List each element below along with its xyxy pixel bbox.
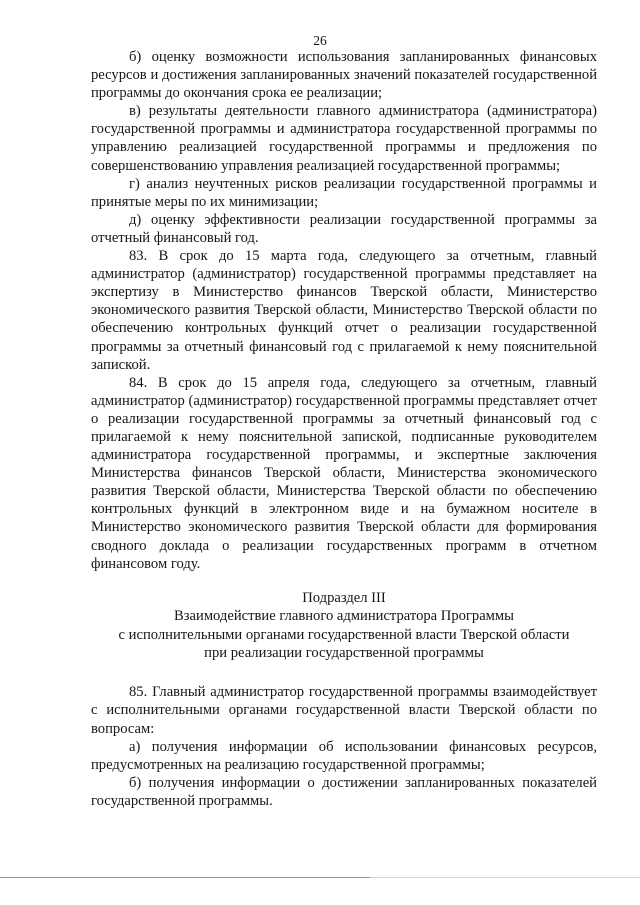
section-heading	[91, 589, 597, 663]
bottom-edge-line-dark	[0, 877, 370, 878]
paragraph-v-administrator-results: в) результаты деятельности главного администратора (администратора) государственной программы и администратора государственной программы по управлению реализацией государственной программы и предложения по совершенствованию управления реализацией государственной программы;	[91, 103, 597, 174]
paragraph-84: 84. В срок до 15 апреля года, следующего за отчетным, главный администратор (администратор) государственной программы представляет отчет о реализации государственной программы за отчетный финансовый год с прилагаемой к нему пояснительной запиской, подписанные руководителем администратора государственной программы, и экспертные заключения Министерства финансов Тверской области, Министерства экономического развития Тверской области, Министерства Тверской области по обеспечению контрольных функций в электронном виде и на бумажном носителе в Министерство экономического развития Тверской области для формирования сводного доклада о реализации государственных программ в отчетном финансовом году.	[91, 374, 597, 572]
heading-spacer	[91, 662, 597, 683]
subsection-label: Подраздел III	[302, 589, 386, 606]
paragraph-g-risk-analysis: г) анализ неучтенных рисков реализации государственной программы и принятые меры по их минимизации;	[91, 175, 597, 210]
paragraph-85: 85. Главный администратор государственной программы взаимодействует с исполнительными органами государственной власти Тверской области по вопросам:	[91, 684, 597, 737]
paragraph-d-efficiency-assessment: д) оценку эффективности реализации государственной программы за отчетный финансовый год.	[91, 211, 597, 246]
section-title-line-2: с исполнительными органами государственной власти Тверской области	[118, 626, 570, 643]
document-body	[91, 48, 597, 810]
paragraph-b-indicators-info: б) получения информации о достижении запланированных показателей государственной программы.	[91, 774, 597, 809]
paragraph-83: 83. В срок до 15 марта года, следующего за отчетным, главный администратор (администратор) государственной программы представляет на экспертизу в Министерство финансов Тверской области, Министерство экономического развития Тверской области, Министерство Тверской области по обеспечению контрольных функций отчет о реализации государственной программы за отчетный финансовый год с прилагаемой к нему пояснительной запиской.	[91, 248, 597, 373]
section-title-line-1: Взаимодействие главного администратора Программы	[174, 608, 514, 625]
page-number: 26	[313, 33, 327, 48]
section-title-line-3: при реализации государственной программы	[204, 644, 484, 661]
paragraph-b-resource-assessment: б) оценку возможности использования запланированных финансовых ресурсов и достижения запланированных значений показателей государственной программы до окончания срока ее реализации;	[91, 49, 597, 102]
paragraph-a-financial-info: а) получения информации об использовании финансовых ресурсов, предусмотренных на реализацию государственной программы;	[91, 738, 597, 773]
